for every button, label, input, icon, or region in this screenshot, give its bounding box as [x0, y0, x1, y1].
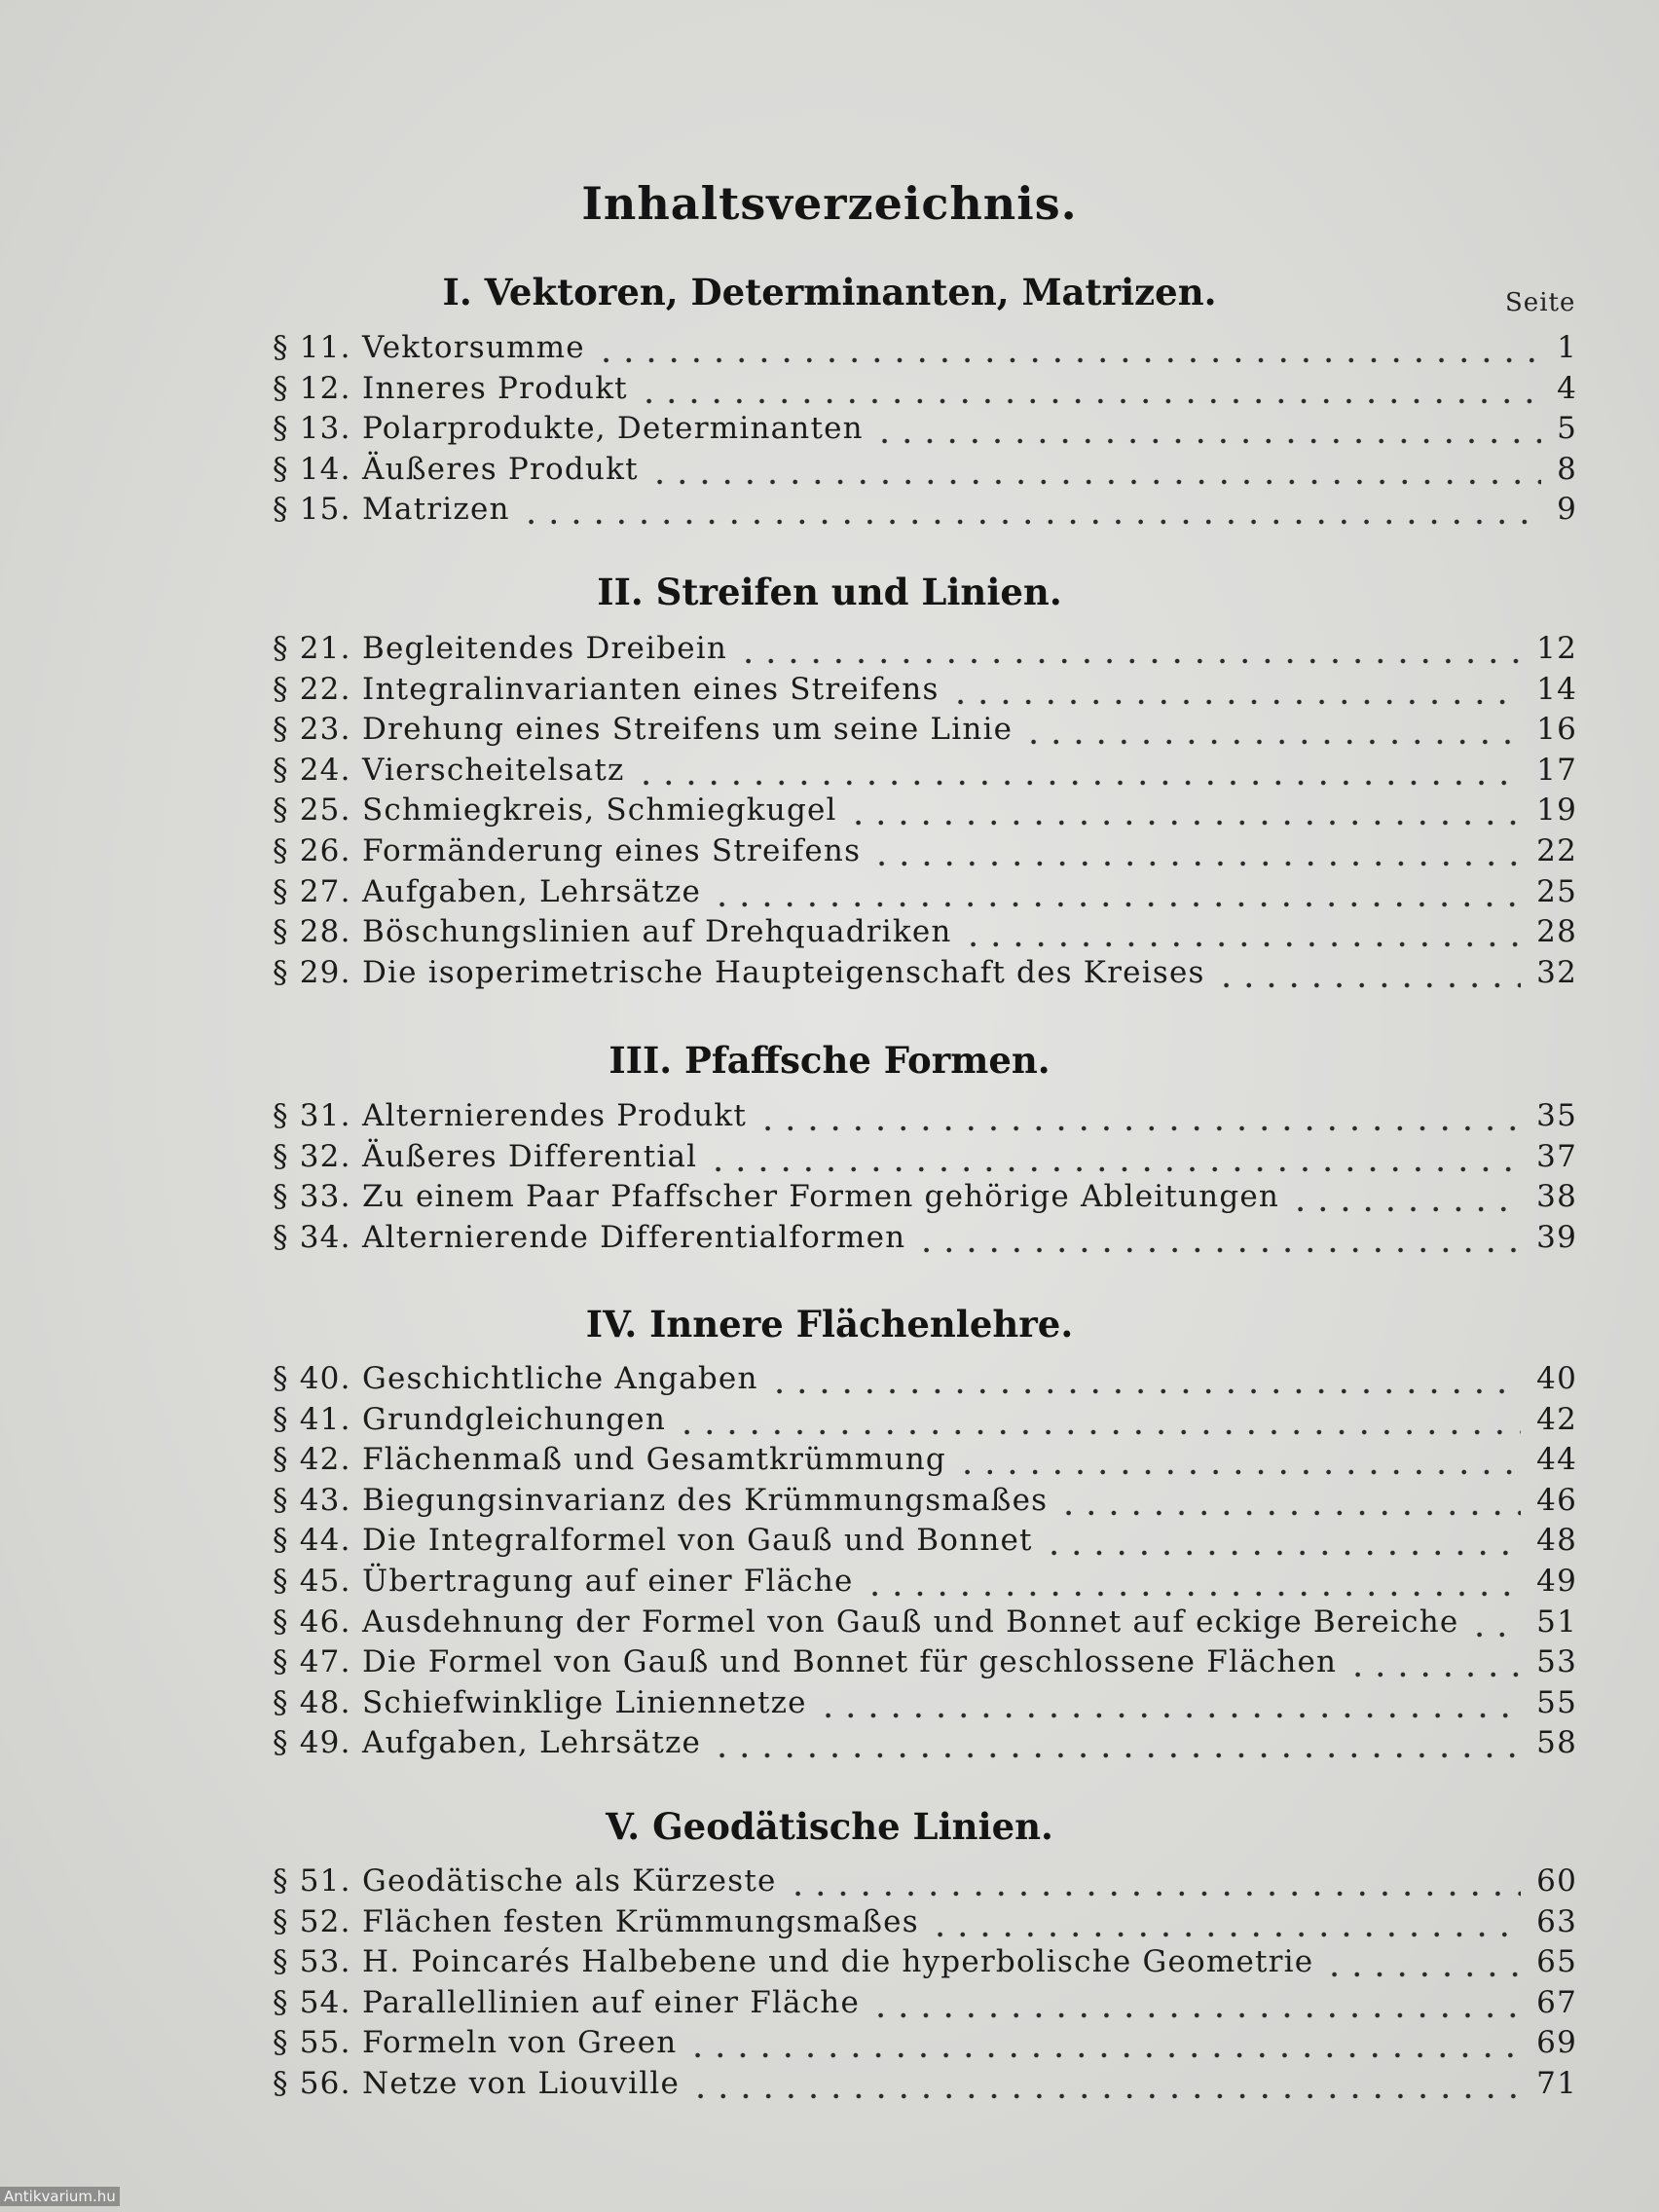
- toc-entry: [273, 830, 1577, 871]
- page-number: 46: [1536, 1482, 1577, 1518]
- entry-title: Vierscheitelsatz: [362, 752, 625, 788]
- toc-entry: [273, 1982, 1577, 2023]
- entry-title: Inneres Produkt: [362, 370, 628, 406]
- dot-leader: [711, 1722, 1521, 1763]
- entry-title: Alternierendes Produkt: [362, 1098, 748, 1133]
- toc-entry: [273, 1439, 1577, 1480]
- toc-entry: [273, 1217, 1577, 1258]
- section-number: § 48.: [273, 1684, 351, 1720]
- dot-leader: [1468, 1602, 1521, 1642]
- entry-title: Begleitendes Dreibein: [362, 631, 728, 666]
- entry-title: H. Poincarés Halbebene und die hyperbolische Geometrie: [362, 1944, 1314, 1980]
- entry-title: Formeln von Green: [362, 2025, 678, 2061]
- page-number: 42: [1536, 1401, 1577, 1437]
- section-number: § 44.: [273, 1523, 351, 1559]
- section-number: § 14.: [273, 451, 351, 487]
- section-number: § 56.: [273, 2066, 351, 2101]
- section-number: § 15.: [273, 492, 351, 528]
- dot-leader: [689, 2063, 1521, 2104]
- entry-title: Die Integralformel von Gauß und Bonnet: [362, 1523, 1033, 1559]
- toc-entry: [273, 1095, 1577, 1136]
- entry-title: Biegungsinvarianz des Krümmungsmaßes: [362, 1482, 1049, 1518]
- page-number: 35: [1536, 1098, 1577, 1133]
- section-heading: I. Vektoren, Determinanten, Matrizen.: [442, 271, 1217, 313]
- section-number: § 24.: [273, 752, 351, 788]
- section-number: § 21.: [273, 631, 351, 666]
- toc-entry: [273, 911, 1577, 952]
- toc-entry: [273, 1602, 1577, 1642]
- page-number: 40: [1536, 1361, 1577, 1396]
- toc-entry: [273, 952, 1577, 993]
- page-number: 5: [1557, 411, 1577, 447]
- dot-leader: [1346, 1641, 1521, 1682]
- section-number: § 29.: [273, 954, 351, 990]
- section-number: § 52.: [273, 1903, 351, 1939]
- section-number: § 12.: [273, 370, 351, 406]
- page-number: 39: [1536, 1219, 1577, 1255]
- entry-title: Geschichtliche Angaben: [362, 1361, 758, 1396]
- dot-leader: [711, 871, 1521, 912]
- entry-title: Drehung eines Streifens um seine Linie: [362, 712, 1014, 748]
- section-number: § 53.: [273, 1944, 351, 1980]
- section-number: § 55.: [273, 2025, 351, 2061]
- section-heading: III. Pfaffsche Formen.: [608, 1039, 1051, 1082]
- entry-title: Äußeres Differential: [362, 1138, 698, 1174]
- toc-entry: [273, 1941, 1577, 1982]
- entry-title: Schiefwinklige Liniennetze: [362, 1684, 807, 1720]
- toc-entry: [273, 709, 1577, 750]
- entry-title: Flächen festen Krümmungsmaßes: [362, 1903, 919, 1939]
- page-number: 58: [1536, 1725, 1577, 1761]
- dot-leader: [707, 1136, 1521, 1177]
- entry-title: Ausdehnung der Formel von Gauß und Bonnet auf eckige Bereiche: [362, 1604, 1459, 1640]
- page-number: 8: [1557, 451, 1577, 487]
- toc-entry: [273, 1722, 1577, 1763]
- entry-title: Alternierende Differentialformen: [362, 1219, 906, 1255]
- page-column-label: Seite: [1505, 288, 1576, 317]
- dot-leader: [787, 1861, 1521, 1901]
- section-number: § 41.: [273, 1401, 351, 1437]
- dot-leader: [817, 1682, 1521, 1723]
- dot-leader: [949, 669, 1521, 710]
- toc-entry: [273, 368, 1577, 409]
- section-heading: V. Geodätische Linien.: [606, 1805, 1053, 1848]
- section-number: § 51.: [273, 1863, 351, 1899]
- page-number: 71: [1536, 2066, 1577, 2101]
- dot-leader: [915, 1217, 1521, 1258]
- page-number: 17: [1536, 752, 1577, 788]
- section-heading: II. Streifen und Linien.: [597, 571, 1062, 613]
- section-number: § 11.: [273, 330, 351, 365]
- toc-entry: [273, 1861, 1577, 1901]
- section-number: § 33.: [273, 1179, 351, 1215]
- entry-title: Flächenmaß und Gesamtkrümmung: [362, 1442, 946, 1478]
- dot-leader: [648, 449, 1541, 490]
- section-number: § 34.: [273, 1219, 351, 1255]
- entry-title: Die isoperimetrische Haupteigenschaft des Kreises: [362, 954, 1205, 990]
- page-number: 44: [1536, 1442, 1577, 1478]
- page-number: 22: [1536, 833, 1577, 868]
- section-number: § 31.: [273, 1098, 351, 1133]
- page-number: 53: [1536, 1644, 1577, 1680]
- entry-title: Grundgleichungen: [362, 1401, 666, 1437]
- section-number: § 45.: [273, 1564, 351, 1599]
- entry-title: Vektorsumme: [362, 330, 585, 365]
- toc-entry: [273, 1480, 1577, 1521]
- page-number: 12: [1536, 631, 1577, 666]
- page-number: 48: [1536, 1523, 1577, 1559]
- section-number: § 26.: [273, 833, 351, 868]
- toc-entry: [273, 790, 1577, 830]
- toc-entry: [273, 1641, 1577, 1682]
- toc-entry: [273, 1399, 1577, 1440]
- page-number: 28: [1536, 914, 1577, 950]
- page-number: 69: [1536, 2025, 1577, 2061]
- toc-entry: [273, 1520, 1577, 1561]
- section-number: § 22.: [273, 671, 351, 707]
- toc-entry: [273, 2063, 1577, 2104]
- section-heading: IV. Innere Flächenlehre.: [585, 1303, 1074, 1346]
- section-number: § 43.: [273, 1482, 351, 1518]
- dot-leader: [1289, 1176, 1521, 1217]
- entry-title: Geodätische als Kürzeste: [362, 1863, 777, 1899]
- page-number: 1: [1557, 330, 1577, 365]
- entry-title: Äußeres Produkt: [362, 451, 639, 487]
- toc-entry: [273, 327, 1577, 368]
- dot-leader: [686, 2022, 1521, 2063]
- section-number: § 47.: [273, 1644, 351, 1680]
- section-number: § 54.: [273, 1984, 351, 2020]
- section-number: § 46.: [273, 1604, 351, 1640]
- section-number: § 32.: [273, 1138, 351, 1174]
- section-number: § 23.: [273, 712, 351, 748]
- entry-title: Formänderung eines Streifens: [362, 833, 862, 868]
- section-number: § 13.: [273, 411, 351, 447]
- dot-leader: [595, 327, 1541, 368]
- toc-entry: [273, 871, 1577, 912]
- dot-leader: [768, 1358, 1521, 1399]
- entry-title: Böschungslinien auf Drehquadriken: [362, 914, 952, 950]
- toc-entry: [273, 750, 1577, 791]
- toc-entry: [273, 1901, 1577, 1942]
- section-number: § 25.: [273, 793, 351, 829]
- entry-title: Netze von Liouville: [362, 2066, 680, 2101]
- dot-leader: [676, 1399, 1521, 1440]
- page-number: 37: [1536, 1138, 1577, 1174]
- toc-entry: [273, 449, 1577, 490]
- watermark-text: Antikvarium.hu: [0, 2187, 120, 2206]
- page-title: Inhaltsverzeichnis.: [581, 177, 1078, 230]
- toc-entry: [273, 628, 1577, 669]
- page-number: 9: [1557, 492, 1577, 528]
- page-number: 65: [1536, 1944, 1577, 1980]
- dot-leader: [1323, 1941, 1521, 1982]
- toc-entry: [273, 669, 1577, 710]
- entry-title: Übertragung auf einer Fläche: [362, 1564, 854, 1599]
- entry-title: Die Formel von Gauß und Bonnet für geschlossene Flächen: [362, 1644, 1338, 1680]
- page-number: 63: [1536, 1903, 1577, 1939]
- entry-title: Parallellinien auf einer Fläche: [362, 1984, 861, 2020]
- section-number: § 28.: [273, 914, 351, 950]
- entry-title: Matrizen: [362, 492, 510, 528]
- page-number: 4: [1557, 370, 1577, 406]
- entry-title: Polarprodukte, Determinanten: [362, 411, 864, 447]
- dot-leader: [638, 368, 1541, 409]
- dot-leader: [864, 1561, 1521, 1602]
- page-number: 19: [1536, 793, 1577, 829]
- toc-entry: [273, 2022, 1577, 2063]
- dot-leader: [873, 408, 1541, 449]
- section-number: § 49.: [273, 1725, 351, 1761]
- toc-entry: [273, 408, 1577, 449]
- entry-title: Integralinvarianten eines Streifens: [362, 671, 940, 707]
- page-number: 14: [1536, 671, 1577, 707]
- dot-leader: [635, 750, 1521, 791]
- dot-leader: [737, 628, 1521, 669]
- dot-leader: [1043, 1520, 1521, 1561]
- section-number: § 40.: [273, 1361, 351, 1396]
- entry-title: Aufgaben, Lehrsätze: [362, 873, 702, 909]
- dot-leader: [956, 1439, 1521, 1480]
- entry-title: Aufgaben, Lehrsätze: [362, 1725, 702, 1761]
- dot-leader: [1022, 709, 1521, 750]
- toc-entry: [273, 1176, 1577, 1217]
- page-number: 16: [1536, 712, 1577, 748]
- page-number: 51: [1536, 1604, 1577, 1640]
- page-number: 25: [1536, 873, 1577, 909]
- dot-leader: [1057, 1480, 1521, 1521]
- page-number: 55: [1536, 1684, 1577, 1720]
- page-number: 67: [1536, 1984, 1577, 2020]
- dot-leader: [962, 911, 1521, 952]
- toc-entry: [273, 489, 1577, 530]
- dot-leader: [869, 1982, 1521, 2023]
- toc-entry: [273, 1682, 1577, 1723]
- entry-title: Schmiegkreis, Schmiegkugel: [362, 793, 837, 829]
- page-number: 49: [1536, 1564, 1577, 1599]
- toc-entry: [273, 1136, 1577, 1177]
- page-number: 38: [1536, 1179, 1577, 1215]
- page-number: 32: [1536, 954, 1577, 990]
- section-number: § 27.: [273, 873, 351, 909]
- dot-leader: [520, 489, 1541, 530]
- dot-leader: [756, 1095, 1521, 1136]
- page-number: 60: [1536, 1863, 1577, 1899]
- toc-entry: [273, 1561, 1577, 1602]
- dot-leader: [847, 790, 1521, 830]
- dot-leader: [870, 830, 1521, 871]
- section-number: § 42.: [273, 1442, 351, 1478]
- dot-leader: [1215, 952, 1521, 993]
- dot-leader: [929, 1901, 1521, 1942]
- entry-title: Zu einem Paar Pfaffscher Formen gehörige Ableitungen: [362, 1179, 1280, 1215]
- toc-entry: [273, 1358, 1577, 1399]
